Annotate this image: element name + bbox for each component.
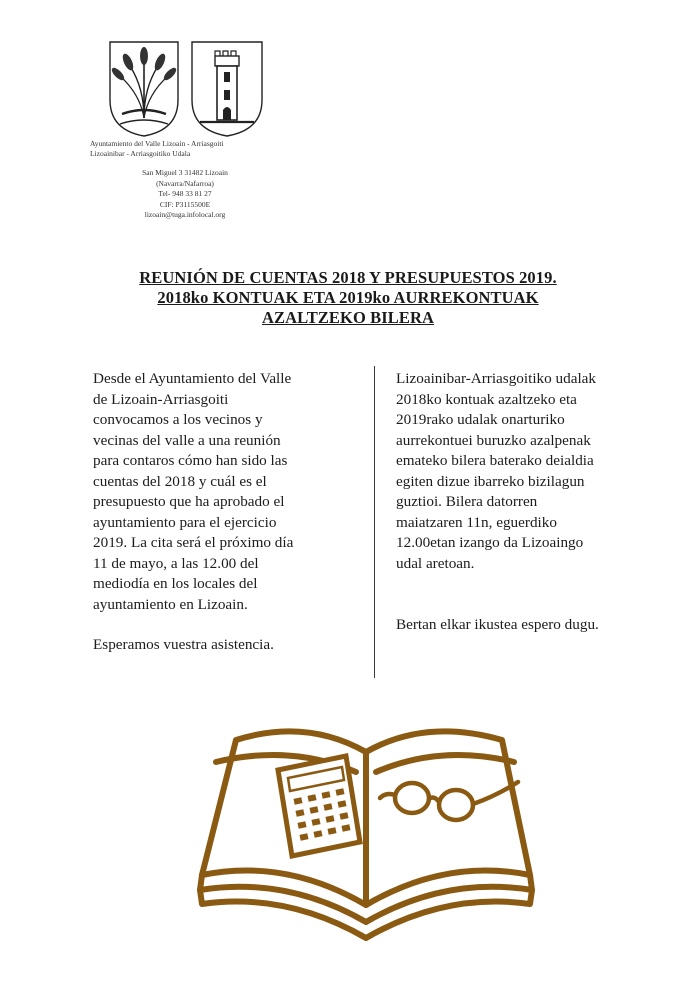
contact-block <box>110 168 260 221</box>
text-line: emateko bilera baterako deialdia <box>396 452 594 469</box>
text-line: udal aretoan. <box>396 554 475 572</box>
calculator-icon <box>278 756 360 856</box>
text-line: 2018ko kontuak azaltzeko eta <box>396 390 577 408</box>
text-line: convocamos a los vecinos y <box>93 411 263 428</box>
email-link[interactable]: lizoain@tuga.infolocal.org <box>144 210 226 219</box>
text-line: para contaros cómo han sido las <box>93 452 288 469</box>
wheat-shield-icon <box>110 42 178 136</box>
page-title <box>100 268 596 328</box>
closing-line: Bertan elkar ikustea espero dugu. <box>396 616 599 633</box>
text-line: Lizoainibar-Arriasgoitiko udalak <box>396 370 597 387</box>
text-line: guztioi. Bilera datorren <box>396 493 538 510</box>
title-line: AZALTZEKO BILERA <box>261 308 434 327</box>
text-line: egiten dizue ibarreko bizilagun <box>396 472 585 490</box>
spanish-text-column <box>93 369 355 656</box>
text-line: vecinas del valle a una reunión <box>93 431 281 449</box>
closing-line: Esperamos vuestra asistencia. <box>93 636 274 653</box>
council-name <box>90 139 290 159</box>
title-line: 2018ko KONTUAK ETA 2019ko AURREKONTUAK <box>157 288 539 307</box>
cif-line: CIF: P3115500E <box>159 199 211 209</box>
council-name-line: Ayuntamiento del Valle Lizoain - Arriasgoiti <box>90 139 224 148</box>
title-line: REUNIÓN DE CUENTAS 2018 Y PRESUPUESTOS 2019. <box>139 268 557 287</box>
text-line: 2019. La cita será el próximo día <box>93 534 294 551</box>
address-line: (Navarra/Nafarroa) <box>156 178 214 188</box>
book-calculator-glasses-icon <box>196 700 536 945</box>
address-line: San Miguel 3 31482 Lizoain <box>142 168 228 177</box>
text-line: 11 de mayo, a las 12.00 del <box>93 554 259 572</box>
text-line: cuentas del 2018 y cuál es el <box>93 472 267 490</box>
coat-of-arms-logo <box>104 38 270 138</box>
basque-text-column <box>396 369 658 636</box>
text-line: ayuntamiento en Lizoain. <box>93 595 248 613</box>
phone-line: Tel- 948 33 81 27 <box>158 189 212 198</box>
text-line: ayuntamiento para el ejercicio <box>93 513 277 531</box>
column-divider <box>374 366 375 678</box>
tower-shield-icon <box>192 42 262 136</box>
council-name-line: Lizoainibar - Arriasgoitiko Udala <box>90 149 191 158</box>
text-line: Desde el Ayuntamiento del Valle <box>93 370 292 387</box>
text-line: 12.00etan izango da Lizoaingo <box>396 534 584 551</box>
text-line: presupuesto que ha aprobado el <box>93 493 285 510</box>
text-line: aurrekontuei buruzko azalpenak <box>396 431 591 449</box>
text-line: maiatzaren 11n, eguerdiko <box>396 513 557 531</box>
text-line: mediodía en los locales del <box>93 575 258 592</box>
text-line: de Lizoain-Arriasgoiti <box>93 390 229 408</box>
text-line: 2019rako udalak onarturiko <box>396 411 565 428</box>
